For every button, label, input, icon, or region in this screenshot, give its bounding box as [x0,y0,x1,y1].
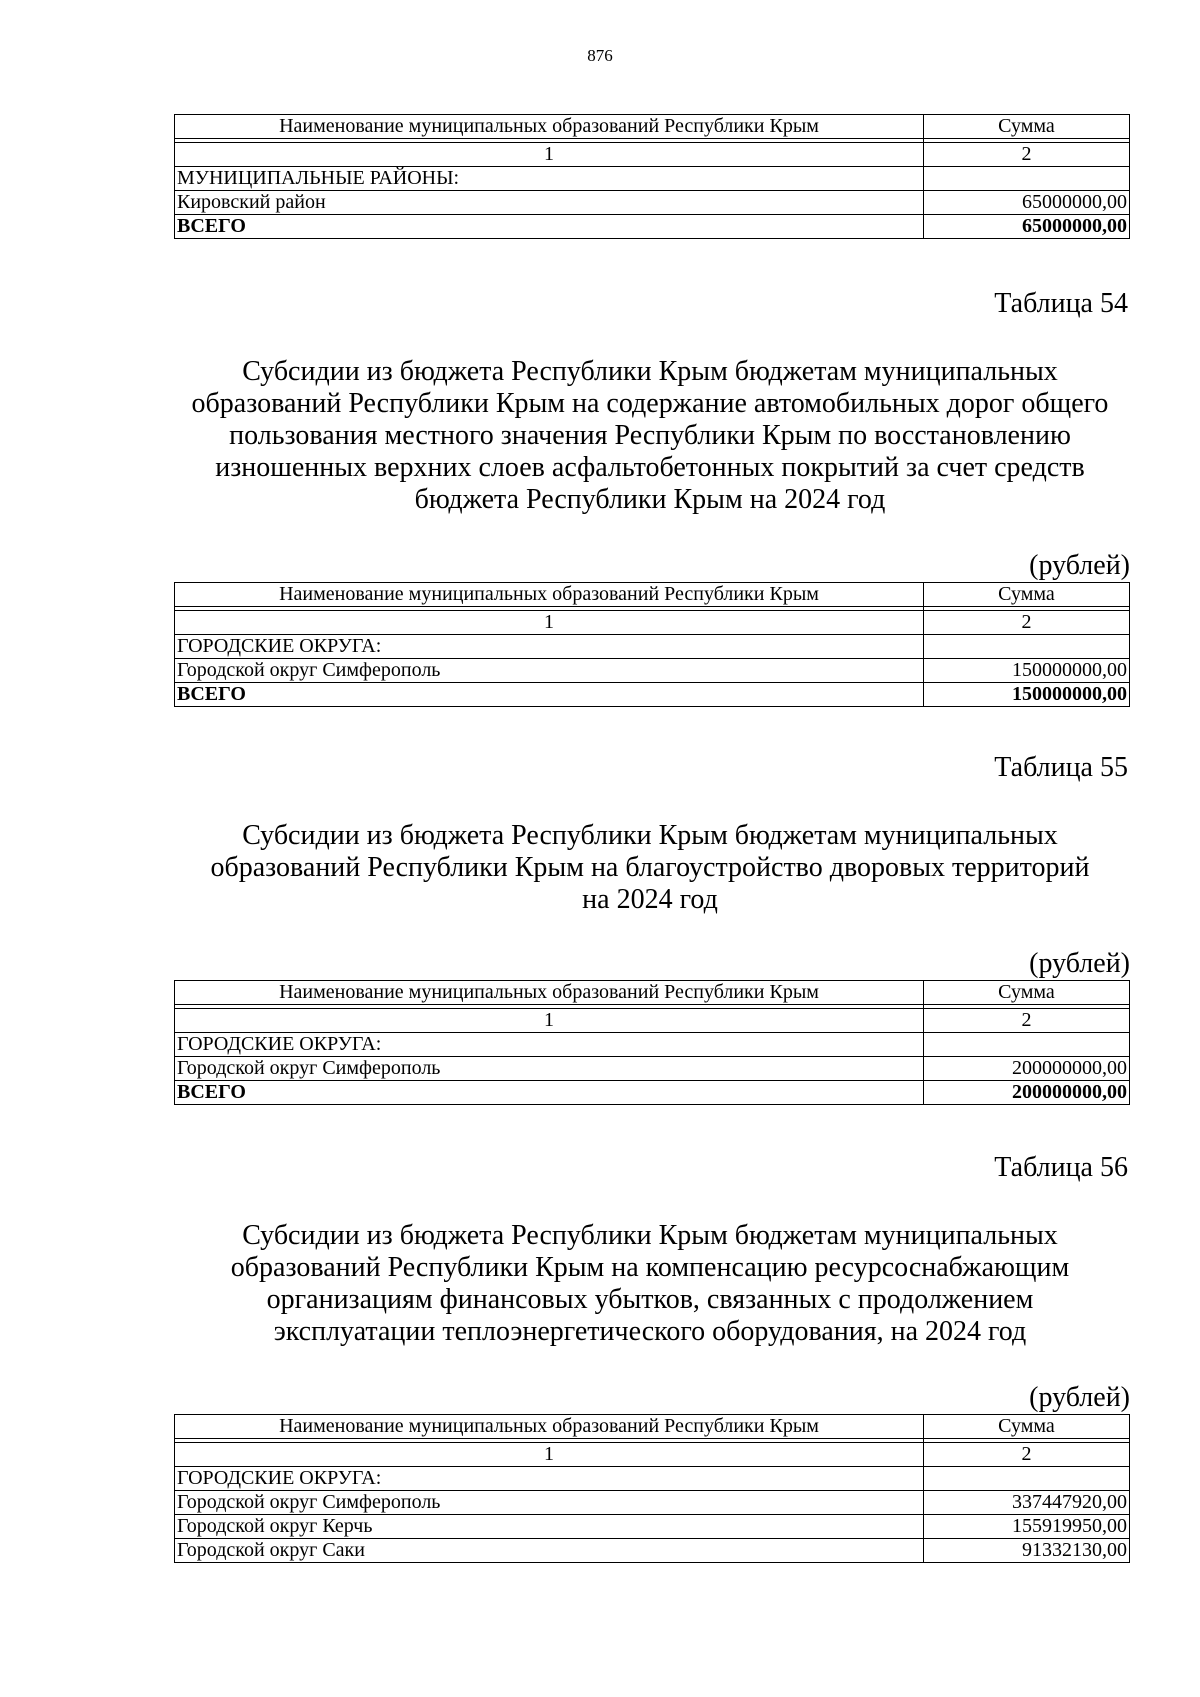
title-line: Субсидии из бюджета Республики Крым бюджетам муниципальных [242,1220,1058,1251]
column-number-2: 2 [924,611,1130,635]
table-54-label: Таблица 54 [994,288,1128,319]
title-line: образований Республики Крым на компенсацию ресурсоснабжающим [230,1252,1070,1283]
row-name: Кировский район [175,191,924,215]
table-56 [174,1414,1130,1563]
column-number-2: 2 [924,143,1130,167]
title-line: изношенных верхних слоев асфальтобетонных покрытий за счет средств [215,452,1085,483]
row-sum: 65000000,00 [924,191,1130,215]
table-56-label: Таблица 56 [994,1152,1128,1183]
group-label: ГОРОДСКИЕ ОКРУГА: [175,635,924,659]
table-55-title [150,820,1150,916]
header-sum: Сумма [924,1415,1130,1439]
header-name: Наименование муниципальных образований Республики Крым [175,1415,924,1439]
row-name: Городской округ Саки [175,1539,924,1563]
units-label: (рублей) [1029,1382,1130,1413]
title-line: организациям финансовых убытков, связанных с продолжением [266,1284,1034,1315]
header-name: Наименование муниципальных образований Республики Крым [175,981,924,1005]
row-sum: 91332130,00 [924,1539,1130,1563]
total-row [175,1081,1130,1105]
row-sum: 337447920,00 [924,1491,1130,1515]
row-sum: 155919950,00 [924,1515,1130,1539]
page-number: 876 [587,46,613,65]
column-number-1: 1 [175,1009,924,1033]
total-sum: 65000000,00 [924,215,1130,239]
table-55 [174,980,1130,1105]
table-55-label: Таблица 55 [994,752,1128,783]
header-sum: Сумма [924,583,1130,607]
column-number-1: 1 [175,1443,924,1467]
column-number-2: 2 [924,1443,1130,1467]
table-row [175,191,1130,215]
total-label: ВСЕГО [175,683,924,707]
table-row [175,1539,1130,1563]
group-label: ГОРОДСКИЕ ОКРУГА: [175,1467,924,1491]
column-number-1: 1 [175,611,924,635]
total-row [175,215,1130,239]
total-label: ВСЕГО [175,1081,924,1105]
table-row [175,659,1130,683]
title-line: эксплуатации теплоэнергетического оборудования, на 2024 год [273,1316,1027,1347]
table-row [175,1515,1130,1539]
header-sum: Сумма [924,115,1130,139]
title-line: бюджета Республики Крым на 2024 год [414,484,886,515]
column-number-2: 2 [924,1009,1130,1033]
row-sum: 150000000,00 [924,659,1130,683]
total-sum: 200000000,00 [924,1081,1130,1105]
total-label: ВСЕГО [175,215,924,239]
row-name: Городской округ Симферополь [175,1491,924,1515]
header-sum: Сумма [924,981,1130,1005]
table-row [175,1491,1130,1515]
row-name: Городской округ Симферополь [175,1057,924,1081]
table-54-title [150,356,1150,516]
title-line: пользования местного значения Республики Крым по восстановлению [229,420,1071,451]
group-label: ГОРОДСКИЕ ОКРУГА: [175,1033,924,1057]
table-53 [174,114,1130,239]
table-row [175,1057,1130,1081]
total-row [175,683,1130,707]
total-sum: 150000000,00 [924,683,1130,707]
title-line: образований Республики Крым на содержание автомобильных дорог общего [191,388,1109,419]
title-line: Субсидии из бюджета Республики Крым бюджетам муниципальных [242,356,1058,387]
header-name: Наименование муниципальных образований Республики Крым [175,583,924,607]
units-label: (рублей) [1029,948,1130,979]
table-56-title [150,1220,1150,1348]
header-name: Наименование муниципальных образований Республики Крым [175,115,924,139]
row-name: Городской округ Керчь [175,1515,924,1539]
units-label: (рублей) [1029,550,1130,581]
title-line: Субсидии из бюджета Республики Крым бюджетам муниципальных [242,820,1058,851]
title-line: образований Республики Крым на благоустройство дворовых территорий [210,852,1090,883]
table-54 [174,582,1130,707]
row-sum: 200000000,00 [924,1057,1130,1081]
column-number-1: 1 [175,143,924,167]
row-name: Городской округ Симферополь [175,659,924,683]
title-line: на 2024 год [582,884,718,915]
group-label: МУНИЦИПАЛЬНЫЕ РАЙОНЫ: [175,167,924,191]
